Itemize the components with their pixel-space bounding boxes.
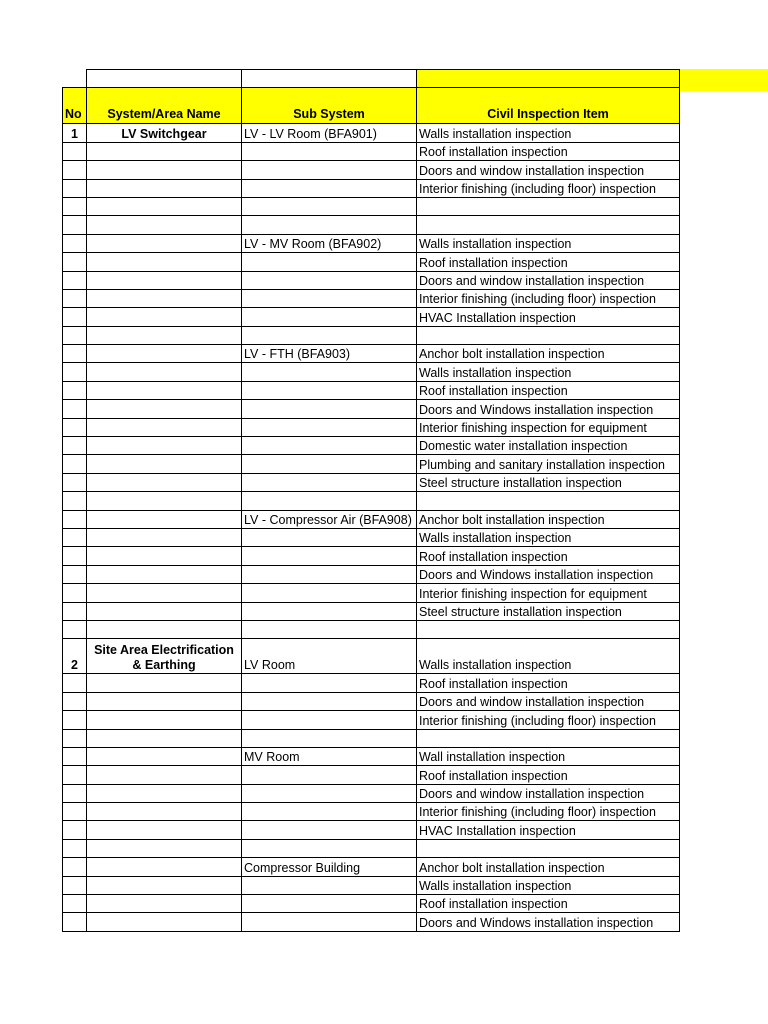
table-row — [63, 437, 680, 455]
cell-system-area-name[interactable] — [87, 674, 242, 692]
cell-sub-system[interactable] — [242, 363, 417, 381]
cell-system-area-name[interactable] — [87, 253, 242, 271]
cell-no[interactable] — [63, 803, 87, 821]
cell-no[interactable] — [63, 381, 87, 399]
cell-civil-inspection-item[interactable]: Roof installation inspection — [417, 895, 680, 913]
cell-sub-system[interactable] — [242, 473, 417, 491]
cell[interactable] — [87, 729, 242, 747]
cell-no[interactable] — [63, 528, 87, 546]
cell[interactable] — [63, 70, 87, 88]
cell-civil-inspection-item[interactable]: Doors and window installation inspection — [417, 161, 680, 179]
cell-sub-system[interactable]: MV Room — [242, 747, 417, 765]
table-row — [63, 234, 680, 252]
table-row — [63, 858, 680, 876]
cell[interactable] — [417, 326, 680, 344]
header-no[interactable]: No — [63, 88, 87, 124]
cell-system-area-name[interactable] — [87, 510, 242, 528]
table-row — [63, 124, 680, 142]
cell-system-area-name[interactable] — [87, 418, 242, 436]
table-row — [63, 711, 680, 729]
blank-row — [63, 326, 680, 344]
cell-no[interactable] — [63, 766, 87, 784]
cell[interactable] — [63, 216, 87, 234]
cell-system-area-name[interactable] — [87, 565, 242, 583]
cell-civil-inspection-item[interactable]: Walls installation inspection — [417, 363, 680, 381]
table-row — [63, 639, 680, 674]
cell[interactable] — [87, 216, 242, 234]
cell-no[interactable] — [63, 747, 87, 765]
cell-civil-inspection-item[interactable]: Interior finishing inspection for equipment — [417, 584, 680, 602]
cell-civil-inspection-item[interactable]: Roof installation inspection — [417, 766, 680, 784]
cell-civil-inspection-item[interactable]: Walls installation inspection — [417, 876, 680, 894]
header-system-area-name[interactable]: System/Area Name — [87, 88, 242, 124]
cell-no[interactable] — [63, 821, 87, 839]
cell-system-area-name[interactable] — [87, 400, 242, 418]
cell-no[interactable] — [63, 179, 87, 197]
cell-no[interactable] — [63, 363, 87, 381]
cell-civil-inspection-item[interactable]: Interior finishing (including floor) inspection — [417, 179, 680, 197]
cell-sub-system[interactable] — [242, 602, 417, 620]
cell-sub-system[interactable] — [242, 271, 417, 289]
cell-civil-inspection-item[interactable]: Steel structure installation inspection — [417, 602, 680, 620]
cell[interactable] — [417, 729, 680, 747]
blank-row — [63, 729, 680, 747]
cell-civil-inspection-item[interactable]: Domestic water installation inspection — [417, 437, 680, 455]
cell-no[interactable] — [63, 711, 87, 729]
cell-system-area-name[interactable] — [87, 381, 242, 399]
cell-civil-inspection-item[interactable]: Roof installation inspection — [417, 674, 680, 692]
table-row — [63, 913, 680, 931]
cell-sub-system[interactable] — [242, 674, 417, 692]
cell[interactable] — [242, 326, 417, 344]
cell-sub-system[interactable]: LV - MV Room (BFA902) — [242, 234, 417, 252]
cell-no[interactable] — [63, 674, 87, 692]
cell-civil-inspection-item[interactable]: Doors and window installation inspection — [417, 784, 680, 802]
cell-system-area-name[interactable]: Site Area Electrification & Earthing — [87, 639, 242, 674]
cell[interactable] — [87, 620, 242, 638]
table-row — [63, 142, 680, 160]
cell-civil-inspection-item[interactable]: Roof installation inspection — [417, 547, 680, 565]
cell-sub-system[interactable] — [242, 913, 417, 931]
cell[interactable] — [417, 216, 680, 234]
cell-no[interactable] — [63, 876, 87, 894]
cell[interactable] — [63, 492, 87, 510]
cell-system-area-name[interactable] — [87, 766, 242, 784]
blank-row — [63, 216, 680, 234]
blank-row — [63, 197, 680, 215]
table-row — [63, 345, 680, 363]
table-row — [63, 308, 680, 326]
table-row — [63, 253, 680, 271]
cell-system-area-name[interactable] — [87, 179, 242, 197]
cell[interactable] — [242, 197, 417, 215]
cell-sub-system[interactable]: Compressor Building — [242, 858, 417, 876]
cell-no[interactable] — [63, 308, 87, 326]
cell-system-area-name[interactable] — [87, 895, 242, 913]
header-civil-inspection-item[interactable]: Civil Inspection Item — [417, 88, 680, 124]
cell[interactable] — [87, 70, 242, 88]
cell[interactable] — [417, 620, 680, 638]
cell-sub-system[interactable] — [242, 400, 417, 418]
cell-system-area-name[interactable] — [87, 547, 242, 565]
cell-no[interactable] — [63, 234, 87, 252]
cell-no[interactable] — [63, 510, 87, 528]
cell-civil-inspection-item[interactable]: Interior finishing (including floor) inspection — [417, 289, 680, 307]
table-row — [63, 565, 680, 583]
cell-sub-system[interactable] — [242, 692, 417, 710]
cell-system-area-name[interactable] — [87, 784, 242, 802]
cell[interactable] — [417, 492, 680, 510]
cell-sub-system[interactable] — [242, 547, 417, 565]
cell-sub-system[interactable] — [242, 784, 417, 802]
cell-civil-inspection-item[interactable]: Doors and Windows installation inspection — [417, 565, 680, 583]
cell-sub-system[interactable] — [242, 821, 417, 839]
cell-no[interactable]: 1 — [63, 124, 87, 142]
table-row — [63, 363, 680, 381]
table-row — [63, 821, 680, 839]
header-sub-system[interactable]: Sub System — [242, 88, 417, 124]
cell-civil-inspection-item[interactable]: Anchor bolt installation inspection — [417, 510, 680, 528]
cell-system-area-name[interactable] — [87, 142, 242, 160]
cell-system-area-name[interactable] — [87, 803, 242, 821]
cell-sub-system[interactable] — [242, 308, 417, 326]
cell-sub-system[interactable] — [242, 142, 417, 160]
cell-sub-system[interactable]: LV - Compressor Air (BFA908) — [242, 510, 417, 528]
cell-sub-system[interactable] — [242, 161, 417, 179]
table-row — [63, 784, 680, 802]
cell-no[interactable] — [63, 565, 87, 583]
cell-civil-inspection-item[interactable]: Walls installation inspection — [417, 234, 680, 252]
cell-system-area-name[interactable] — [87, 271, 242, 289]
cell-civil-inspection-item[interactable]: Walls installation inspection — [417, 639, 680, 674]
cell-civil-inspection-item[interactable]: Doors and window installation inspection — [417, 692, 680, 710]
blank-row — [63, 620, 680, 638]
cell-civil-inspection-item[interactable]: Doors and Windows installation inspection — [417, 400, 680, 418]
cell-no[interactable] — [63, 142, 87, 160]
cell-no[interactable] — [63, 400, 87, 418]
cell[interactable] — [242, 839, 417, 857]
table-row — [63, 674, 680, 692]
table-row — [63, 418, 680, 436]
blank-row — [63, 492, 680, 510]
table-row — [63, 528, 680, 546]
cell-system-area-name[interactable]: LV Switchgear — [87, 124, 242, 142]
cell[interactable] — [242, 492, 417, 510]
cell-system-area-name[interactable] — [87, 234, 242, 252]
cell[interactable] — [63, 729, 87, 747]
cell-system-area-name[interactable] — [87, 747, 242, 765]
cell[interactable] — [242, 729, 417, 747]
table-row — [63, 289, 680, 307]
cell-system-area-name[interactable] — [87, 692, 242, 710]
cell-no[interactable] — [63, 858, 87, 876]
cell-system-area-name[interactable] — [87, 528, 242, 546]
cell[interactable] — [87, 326, 242, 344]
cell[interactable] — [417, 70, 680, 88]
cell-system-area-name[interactable] — [87, 455, 242, 473]
cell[interactable] — [417, 197, 680, 215]
cell-sub-system[interactable] — [242, 766, 417, 784]
cell-sub-system[interactable] — [242, 711, 417, 729]
cell[interactable] — [87, 839, 242, 857]
table-row — [63, 455, 680, 473]
table-row — [63, 602, 680, 620]
table-row — [63, 400, 680, 418]
cell[interactable] — [63, 620, 87, 638]
cell-sub-system[interactable] — [242, 253, 417, 271]
cell[interactable] — [417, 839, 680, 857]
cell-system-area-name[interactable] — [87, 308, 242, 326]
table-row — [63, 766, 680, 784]
cell-no[interactable] — [63, 602, 87, 620]
cell-civil-inspection-item[interactable]: HVAC Installation inspection — [417, 308, 680, 326]
cell-no[interactable] — [63, 418, 87, 436]
cell-system-area-name[interactable] — [87, 363, 242, 381]
table-row — [63, 161, 680, 179]
cell-no[interactable] — [63, 289, 87, 307]
cell-sub-system[interactable] — [242, 584, 417, 602]
cell-system-area-name[interactable] — [87, 913, 242, 931]
cell-sub-system[interactable]: LV - LV Room (BFA901) — [242, 124, 417, 142]
cell-civil-inspection-item[interactable]: Walls installation inspection — [417, 528, 680, 546]
cell-no[interactable] — [63, 161, 87, 179]
table-row — [63, 747, 680, 765]
cell-no[interactable] — [63, 455, 87, 473]
table-row — [63, 803, 680, 821]
cell[interactable] — [242, 216, 417, 234]
cell-civil-inspection-item[interactable]: HVAC Installation inspection — [417, 821, 680, 839]
cell-no[interactable] — [63, 253, 87, 271]
cell[interactable] — [63, 326, 87, 344]
cell-civil-inspection-item[interactable]: Doors and Windows installation inspection — [417, 913, 680, 931]
cell-sub-system[interactable] — [242, 803, 417, 821]
table-row — [63, 271, 680, 289]
cell-civil-inspection-item[interactable]: Roof installation inspection — [417, 381, 680, 399]
cell-no[interactable] — [63, 271, 87, 289]
blank-row — [63, 839, 680, 857]
cell-system-area-name[interactable] — [87, 876, 242, 894]
cell-civil-inspection-item[interactable]: Roof installation inspection — [417, 142, 680, 160]
cell-civil-inspection-item[interactable]: Interior finishing (including floor) inspection — [417, 711, 680, 729]
cell-no[interactable] — [63, 895, 87, 913]
cell-civil-inspection-item[interactable]: Wall installation inspection — [417, 747, 680, 765]
cell-system-area-name[interactable] — [87, 711, 242, 729]
cell-civil-inspection-item[interactable]: Doors and window installation inspection — [417, 271, 680, 289]
table-row — [63, 381, 680, 399]
cell-sub-system[interactable] — [242, 565, 417, 583]
cell-no[interactable] — [63, 584, 87, 602]
cell-system-area-name[interactable] — [87, 821, 242, 839]
table-row — [63, 473, 680, 491]
cell-civil-inspection-item[interactable]: Interior finishing (including floor) inspection — [417, 803, 680, 821]
cell-system-area-name[interactable] — [87, 161, 242, 179]
cell-sub-system[interactable] — [242, 455, 417, 473]
cell[interactable] — [242, 70, 417, 88]
cell-sub-system[interactable]: LV Room — [242, 639, 417, 674]
spreadsheet — [62, 69, 680, 932]
cell-system-area-name[interactable] — [87, 602, 242, 620]
cell-sub-system[interactable] — [242, 381, 417, 399]
cell-sub-system[interactable] — [242, 437, 417, 455]
cell-no[interactable] — [63, 784, 87, 802]
cell-no[interactable] — [63, 692, 87, 710]
cell[interactable] — [87, 197, 242, 215]
cell-system-area-name[interactable] — [87, 289, 242, 307]
cell-civil-inspection-item[interactable]: Walls installation inspection — [417, 124, 680, 142]
cell-no[interactable] — [63, 437, 87, 455]
cell-sub-system[interactable] — [242, 528, 417, 546]
cell-sub-system[interactable] — [242, 179, 417, 197]
cell-sub-system[interactable]: LV - FTH (BFA903) — [242, 345, 417, 363]
cell-no[interactable] — [63, 547, 87, 565]
cell-no[interactable] — [63, 473, 87, 491]
table-row — [63, 895, 680, 913]
cell-civil-inspection-item[interactable]: Plumbing and sanitary installation inspection — [417, 455, 680, 473]
cell-civil-inspection-item[interactable]: Roof installation inspection — [417, 253, 680, 271]
cell-system-area-name[interactable] — [87, 473, 242, 491]
cell-sub-system[interactable] — [242, 289, 417, 307]
header-row — [63, 88, 680, 124]
cell-civil-inspection-item[interactable]: Steel structure installation inspection — [417, 473, 680, 491]
table-row — [63, 510, 680, 528]
cell[interactable] — [63, 839, 87, 857]
table-row — [63, 876, 680, 894]
blank-top-row — [63, 70, 680, 88]
cell-sub-system[interactable] — [242, 418, 417, 436]
cell-sub-system[interactable] — [242, 876, 417, 894]
cell-civil-inspection-item[interactable]: Anchor bolt installation inspection — [417, 345, 680, 363]
table-row — [63, 547, 680, 565]
cell[interactable] — [63, 197, 87, 215]
table-row — [63, 692, 680, 710]
cell-system-area-name[interactable] — [87, 345, 242, 363]
cell[interactable] — [242, 620, 417, 638]
cell-no[interactable]: 2 — [63, 639, 87, 674]
inspection-table — [62, 69, 680, 932]
cell[interactable] — [87, 492, 242, 510]
cell-system-area-name[interactable] — [87, 437, 242, 455]
cell-system-area-name[interactable] — [87, 858, 242, 876]
table-row — [63, 584, 680, 602]
cell-sub-system[interactable] — [242, 895, 417, 913]
cell-civil-inspection-item[interactable]: Anchor bolt installation inspection — [417, 858, 680, 876]
cell-no[interactable] — [63, 913, 87, 931]
cell-system-area-name[interactable] — [87, 584, 242, 602]
cell-no[interactable] — [63, 345, 87, 363]
cell-civil-inspection-item[interactable]: Interior finishing inspection for equipment — [417, 418, 680, 436]
table-row — [63, 179, 680, 197]
